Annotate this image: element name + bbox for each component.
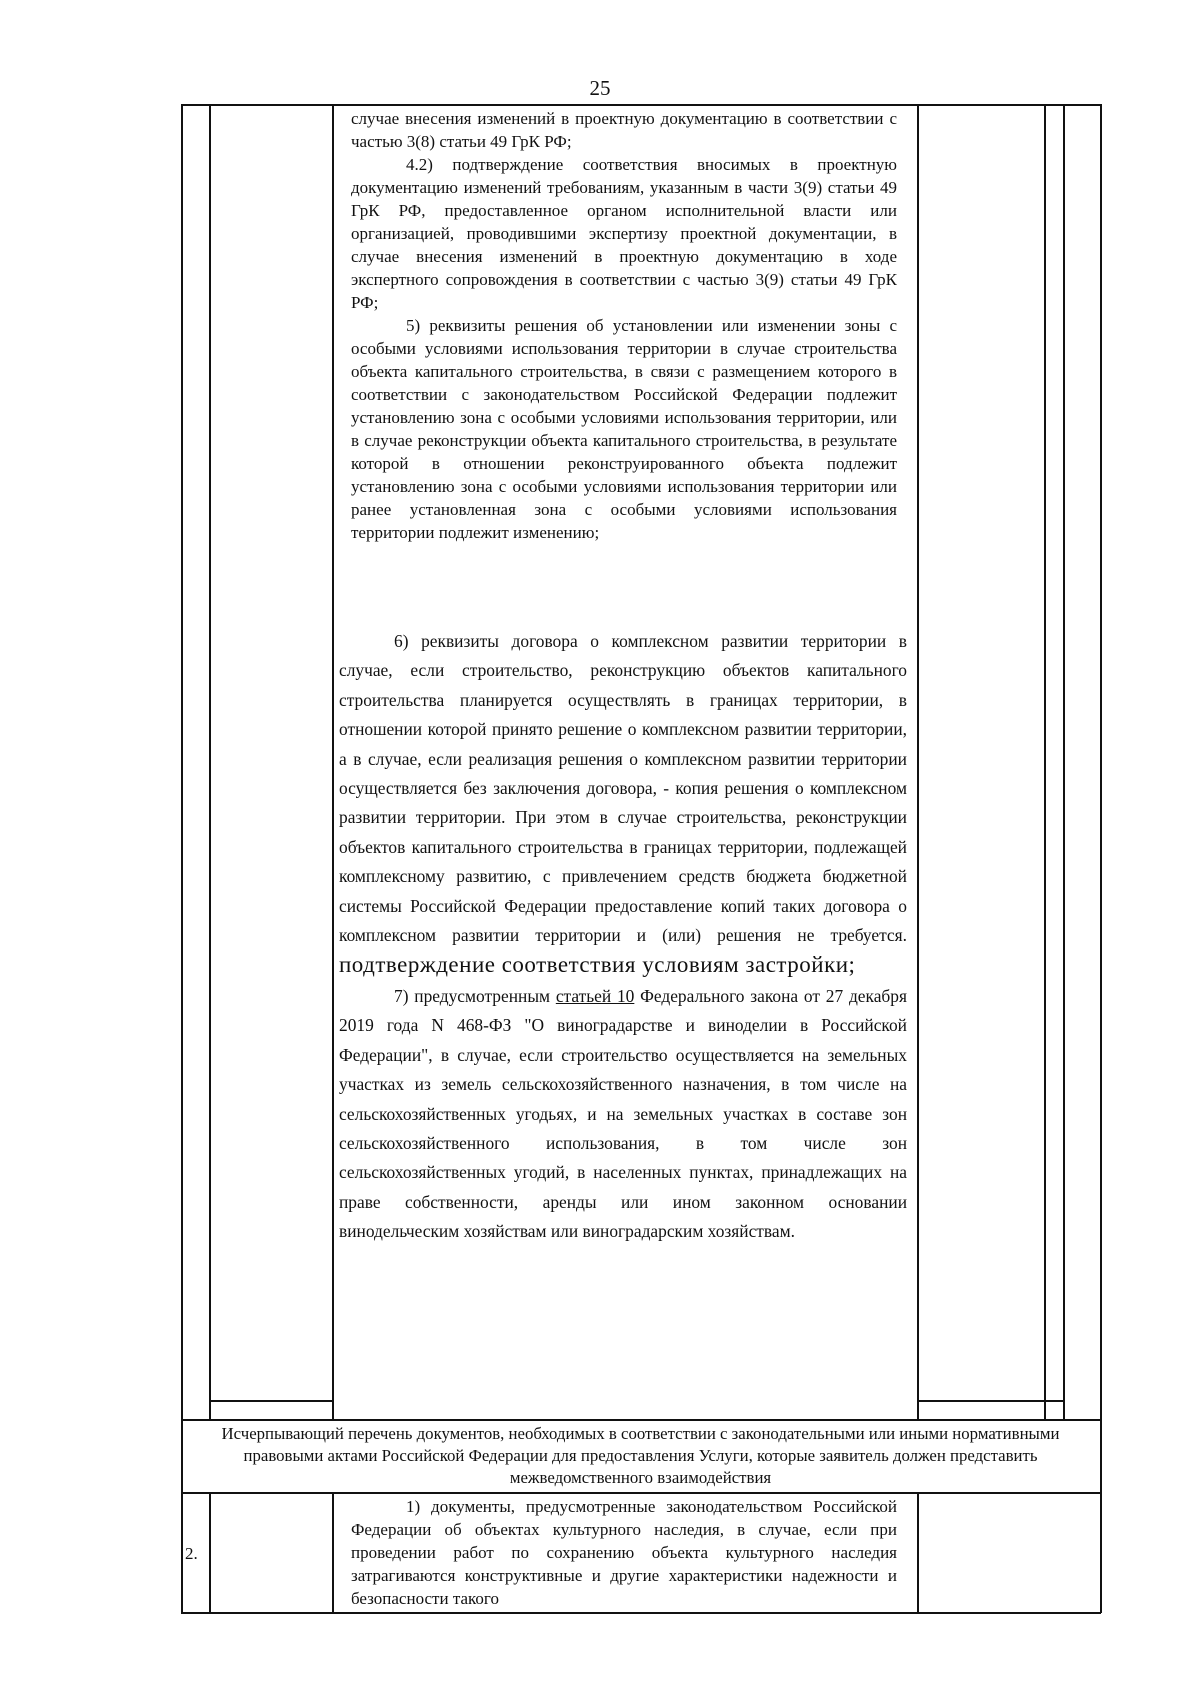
paragraph-7-rest: Федерального закона от 27 декабря 2019 года N 468-ФЗ "О виноградарстве и виноделии в Российской Федерации", в случае, если строительство осуществляется на земельных участках из земель сельскохозяйственного назначения, в том числе на сельскохозяйственных угодьях, и на земельных участках в составе зон сельскохозяйственного использования, в том числе зон сельскохозяйственных угодий, в населенных пунктах, принадлежащих на праве собственности, аренды или ином законном основании винодельческим хозяйствам или виноградарским хозяйствам. bbox=[339, 985, 907, 1242]
table-border-left bbox=[181, 104, 183, 1613]
section-bottom-border bbox=[181, 1492, 1101, 1494]
row2-paragraph-1: 1) документы, предусмотренные законодательством Российской Федерации об объектах культурного наследия, в случае, если при проведении работ по сохранению объекта культурного наследия затрагиваются конструктивные и другие характеристики надежности и безопасности такого bbox=[351, 1497, 897, 1608]
row2-text bbox=[351, 1495, 897, 1611]
row2-col-divider-1 bbox=[209, 1492, 211, 1613]
paragraph-6-body: 6) реквизиты договора о комплексном развитии территории в случае, если строительство, реконструкцию объектов капитального строительства планируется осуществлять в границах территории, в отношении которой принято решение о комплексном развитии территории, а в случае, если реализация решения о комплексном развитии территории осуществляется без заключения договора, - копия решения о комплексном развитии территории. При этом в случае строительства, реконструкции объектов капитального строительства в границах территории, подлежащей комплексному развитию, с привлечением средств бюджета бюджетной системы Российской Федерации предоставление копий таких договора о комплексном развитии территории и (или) решения не требуется. bbox=[339, 631, 907, 946]
row-number: 2. bbox=[185, 1544, 198, 1563]
article-10-link[interactable]: статьей 10 bbox=[555, 985, 635, 1006]
paragraph-4-2: 4.2) подтверждение соответствия вносимых в проектную документацию изменений требованиям, указанным в части 3(9) статьи 49 ГрК РФ, предоставленное органом исполнительной власти или организацией, проводившими экспертизу проектной документации, в случае внесения изменений в проектную документацию в ходе экспертного сопровождения в соответствии с частью 3(9) статьи 49 ГрК РФ; bbox=[351, 155, 897, 312]
table-top-border bbox=[181, 104, 1101, 106]
paragraph-7 bbox=[339, 982, 907, 1247]
col-divider-2 bbox=[332, 104, 334, 1419]
section-heading: Исчерпывающий перечень документов, необходимых в соответствии с законодательными или иными нормативными правовыми актами Российской Федерации для предоставления Услуги, которые заявитель должен представить межведомственного взаимодействия bbox=[221, 1424, 1060, 1487]
paragraph-6-insert: подтверждение соответствия условиям застройки; bbox=[339, 952, 856, 978]
row1-text-upper bbox=[351, 107, 897, 544]
paragraph-continuation: случае внесения изменений в проектную документацию в соответствии с частью 3(8) статьи 49 ГрК РФ; bbox=[351, 109, 897, 151]
paragraph-5: 5) реквизиты решения об установлении или изменении зоны с особыми условиями использования территории в случае строительства объекта капитального строительства, в связи с размещением которого в соответствии с законодательством Российской Федерации подлежит установлению зона с особыми условиями использования территории, или в случае реконструкции объекта капитального строительства, в результате которой в отношении реконструированного объекта подлежит установлению зона с особыми условиями использования территории или ранее установленная зона с особыми условиями использования территории подлежит изменению; bbox=[351, 316, 897, 542]
section-top-border bbox=[181, 1419, 1101, 1421]
paragraph-6 bbox=[339, 627, 907, 982]
row1-inner-bottom-right bbox=[917, 1400, 1064, 1402]
col-divider-3 bbox=[917, 104, 919, 1419]
row1-text-lower bbox=[339, 627, 907, 1247]
row2-col-divider-2 bbox=[332, 1492, 334, 1613]
paragraph-7-start: 7) предусмотренным bbox=[394, 985, 551, 1006]
row2-col-divider-3 bbox=[917, 1492, 919, 1613]
row1-inner-bottom bbox=[209, 1400, 333, 1402]
col-divider-5 bbox=[1063, 104, 1065, 1419]
table-border-right bbox=[1100, 104, 1102, 1613]
table-bottom-border bbox=[181, 1612, 1101, 1614]
col-divider-1 bbox=[209, 104, 211, 1419]
col-divider-4 bbox=[1044, 104, 1046, 1419]
page-number: 25 bbox=[589, 76, 611, 100]
